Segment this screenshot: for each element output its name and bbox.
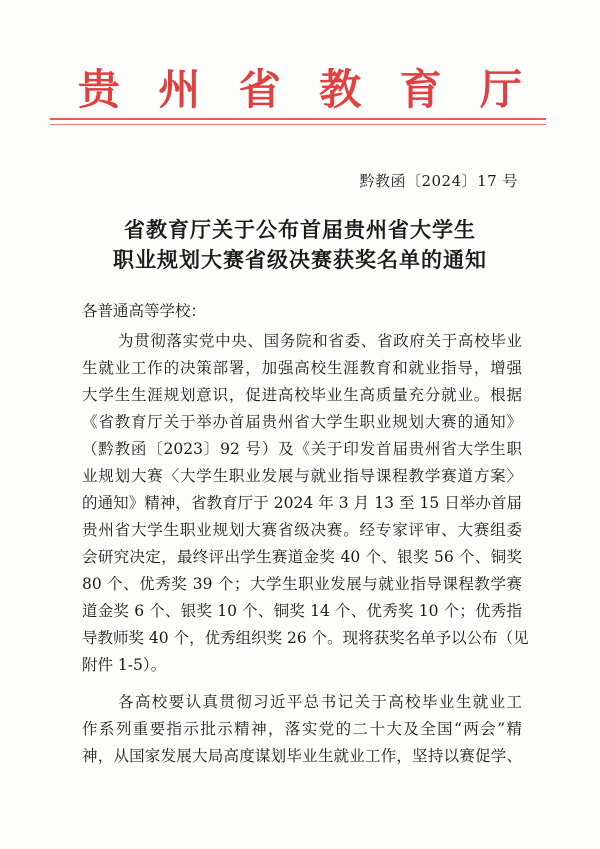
header-rule-thick [50,118,546,120]
document-title-line-1: 省教育厅关于公布首届贵州省大学生 [124,217,476,242]
paragraph-2-line: 各高校要认真贯彻习近平总书记关于高校毕业生就业工 [118,693,522,711]
header-char: 贵 [78,65,121,114]
paragraph-1-line: 大学生生涯规划意识，促进高校毕业生高质量充分就业。根据 [82,386,522,404]
paragraph-2-line: 作系列重要指示批示精神，落实党的二十大及全国“两会”精 [82,720,522,738]
paragraph-2-line: 神，从国家发展大局高度谋划毕业生就业工作，坚持以赛促学、 [82,747,522,765]
paragraph-1-line: 的通知》精神，省教育厅于 2024 年 3 月 13 至 15 日举办首届 [82,494,522,512]
paragraph-1-line: 业规划大赛〈大学生职业发展与就业指导课程教学赛道方案〉 [82,467,522,485]
paragraph-1-line: 生就业工作的决策部署，加强高校生涯教育和就业指导，增强 [82,359,522,377]
header-char: 省 [238,65,281,114]
paragraph-1-line: 贵州省大学生职业规划大赛省级决赛。经专家评审、大赛组委 [82,521,522,539]
header-char: 教 [319,65,362,114]
paragraph-1-line: 附件 1-5）。 [82,656,167,674]
paragraph-1-line: 会研究决定，最终评出学生赛道金奖 40 个、银奖 56 个、铜奖 [82,548,522,566]
paragraph-1-line: （黔教函〔2023〕92 号）及《关于印发首届贵州省大学生职 [82,440,522,458]
paragraph-1-line: 为贯彻落实党中央、国务院和省委、省政府关于高校毕业 [118,332,522,350]
header-char: 厅 [479,65,522,114]
salutation: 各普通高等学校： [82,302,207,320]
paragraph-1-line: 80 个、优秀奖 39 个；大学生职业发展与就业指导课程教学赛 [82,575,522,593]
paragraph-1-line: 导教师奖 40 个，优秀组织奖 26 个。现将获奖名单予以公布（见 [82,629,529,647]
paragraph-1-line: 《省教育厅关于举办首届贵州省大学生职业规划大赛的通知》 [82,413,522,431]
issuing-authority-header [78,64,522,116]
document-number: 黔教函〔2024〕17 号 [359,172,518,190]
header-char: 州 [158,65,201,114]
header-char: 育 [399,65,442,114]
paragraph-1-line: 道金奖 6 个、银奖 10 个、铜奖 14 个、优秀奖 10 个；优秀指 [82,602,522,620]
document-title-line-2: 职业规划大赛省级决赛获奖名单的通知 [113,247,487,272]
header-rule-thin [50,124,546,125]
